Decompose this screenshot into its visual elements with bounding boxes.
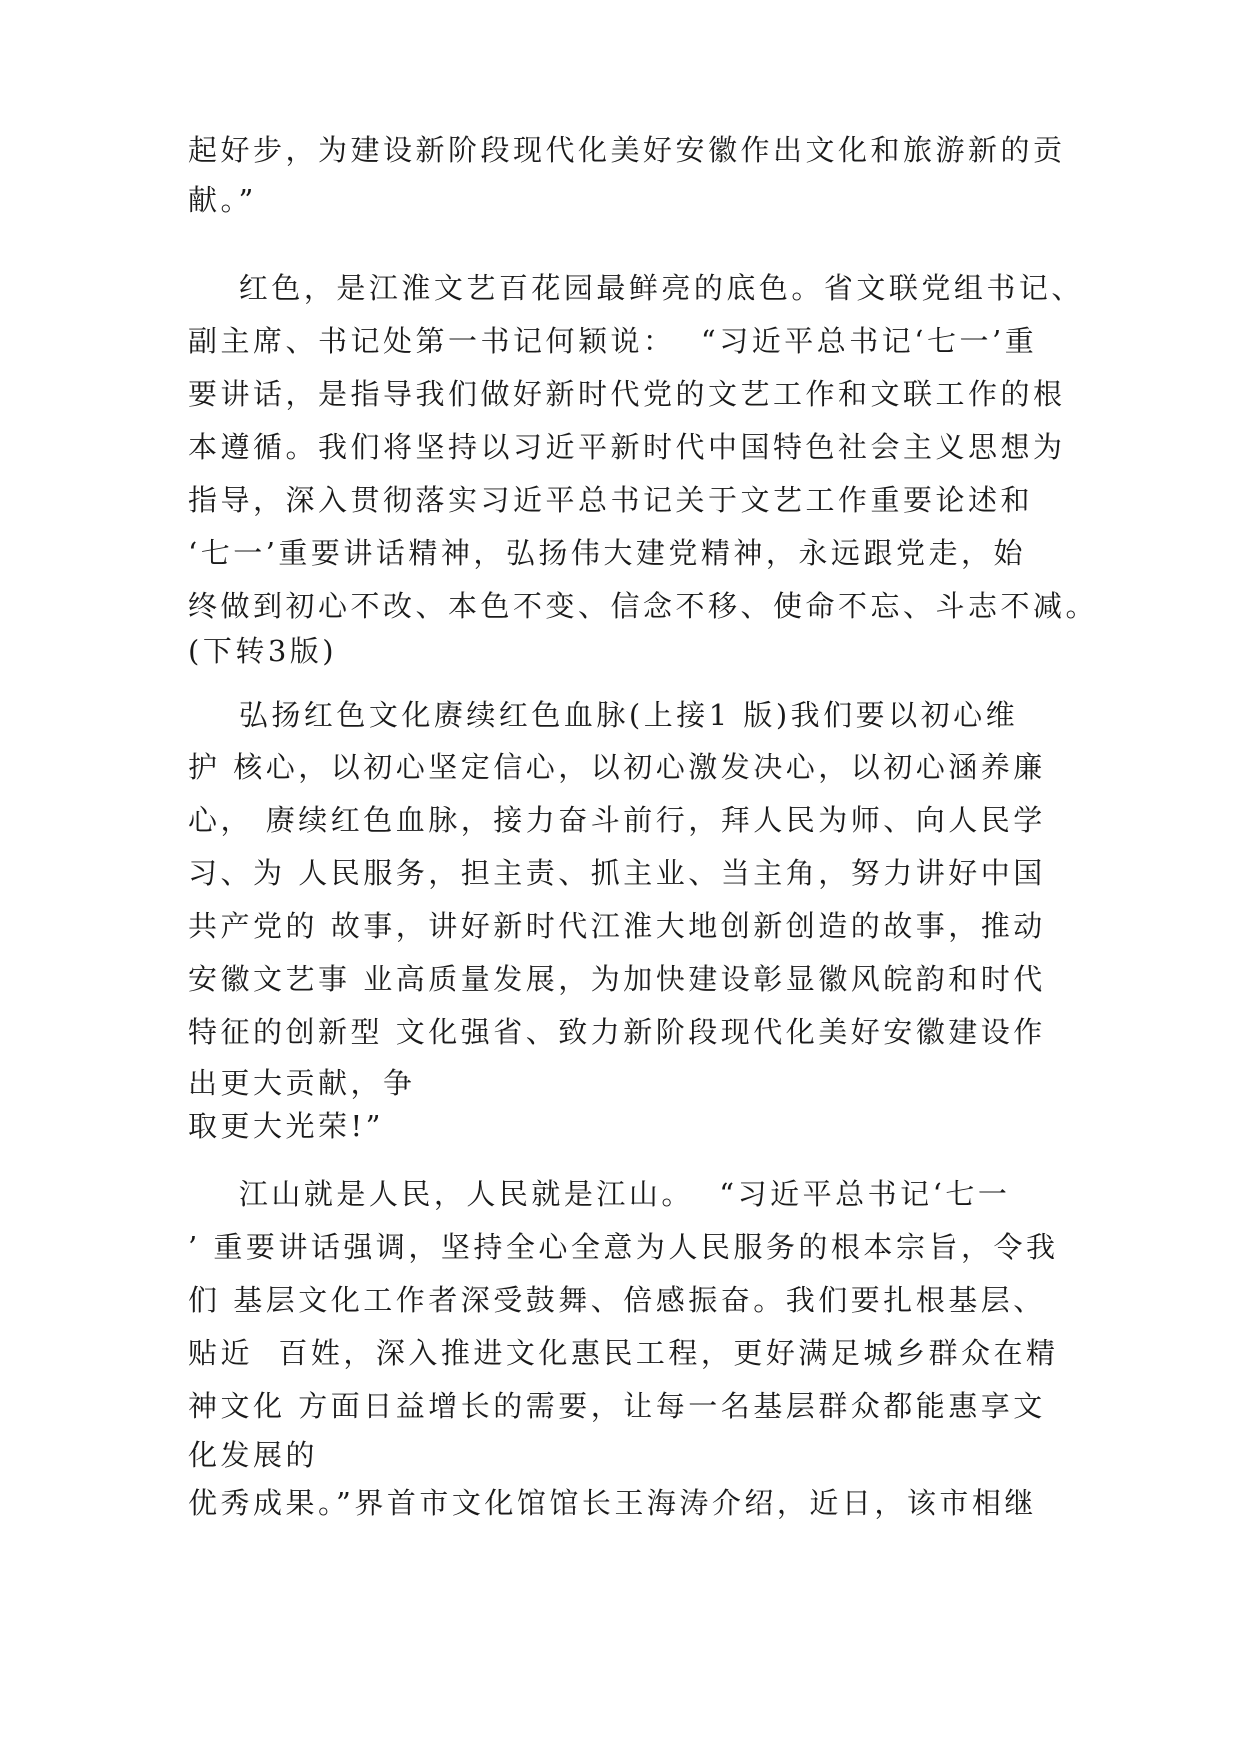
text-line: 特征的创新型 文化强省、致力新阶段现代化美好安徽建设作 xyxy=(188,1015,1046,1049)
text-line: 指导，深入贯彻落实习近平总书记关于文艺工作重要论述和 xyxy=(188,483,1034,517)
text-line: 神文化 方面日益增长的需要，让每一名基层群众都能惠享文 xyxy=(188,1389,1046,1423)
text-line: 弘扬红色文化赓续红色血脉(上接1 版)我们要以初心维 xyxy=(188,698,1019,732)
text-line: 献。” xyxy=(188,183,257,217)
text-line: 化发展的 xyxy=(188,1438,319,1472)
text-line: 终做到初心不改、本色不变、信念不移、使命不忘、斗志不减。 xyxy=(188,589,1099,623)
text-line: 江山就是人民，人民就是江山。 “习近平总书记‘七一 xyxy=(188,1177,1011,1211)
text-line: 取更大光荣!” xyxy=(188,1109,384,1143)
text-line: 本遵循。我们将坚持以习近平新时代中国特色社会主义思想为 xyxy=(188,430,1066,464)
text-line: 安徽文艺事 业高质量发展，为加快建设彰显徽风皖韵和时代 xyxy=(188,962,1046,996)
text-line: 习、为 人民服务，担主责、抓主业、当主角，努力讲好中国 xyxy=(188,856,1046,890)
text-line: 副主席、书记处第一书记何颖说： “习近平总书记‘七一’重 xyxy=(188,324,1038,358)
text-line: 贴近 百姓，深入推进文化惠民工程，更好满足城乡群众在精 xyxy=(188,1336,1059,1370)
text-line: 共产党的 故事，讲好新时代江淮大地创新创造的故事，推动 xyxy=(188,909,1046,943)
text-line: 心， 赓续红色血脉，接力奋斗前行，拜人民为师、向人民学 xyxy=(188,803,1046,837)
text-line: ’ 重要讲话强调，坚持全心全意为人民服务的根本宗旨，令我 xyxy=(188,1230,1059,1264)
text-line: 起好步，为建设新阶段现代化美好安徽作出文化和旅游新的贡 xyxy=(188,133,1066,167)
text-line: ‘七一’重要讲话精神，弘扬伟大建党精神，永远跟党走，始 xyxy=(188,536,1026,570)
text-line: 们 基层文化工作者深受鼓舞、倍感振奋。我们要扎根基层、 xyxy=(188,1283,1046,1317)
text-line: (下转3版) xyxy=(188,634,338,668)
text-line: 优秀成果。”界首市文化馆馆长王海涛介绍，近日，该市相继 xyxy=(188,1486,1037,1520)
text-line: 出更大贡献，争 xyxy=(188,1066,416,1100)
text-line: 要讲话，是指导我们做好新时代党的文艺工作和文联工作的根 xyxy=(188,377,1066,411)
text-line: 红色，是江淮文艺百花园最鲜亮的底色。省文联党组书记、 xyxy=(188,271,1084,305)
text-line: 护 核心，以初心坚定信心，以初心激发决心，以初心涵养廉 xyxy=(188,750,1046,784)
